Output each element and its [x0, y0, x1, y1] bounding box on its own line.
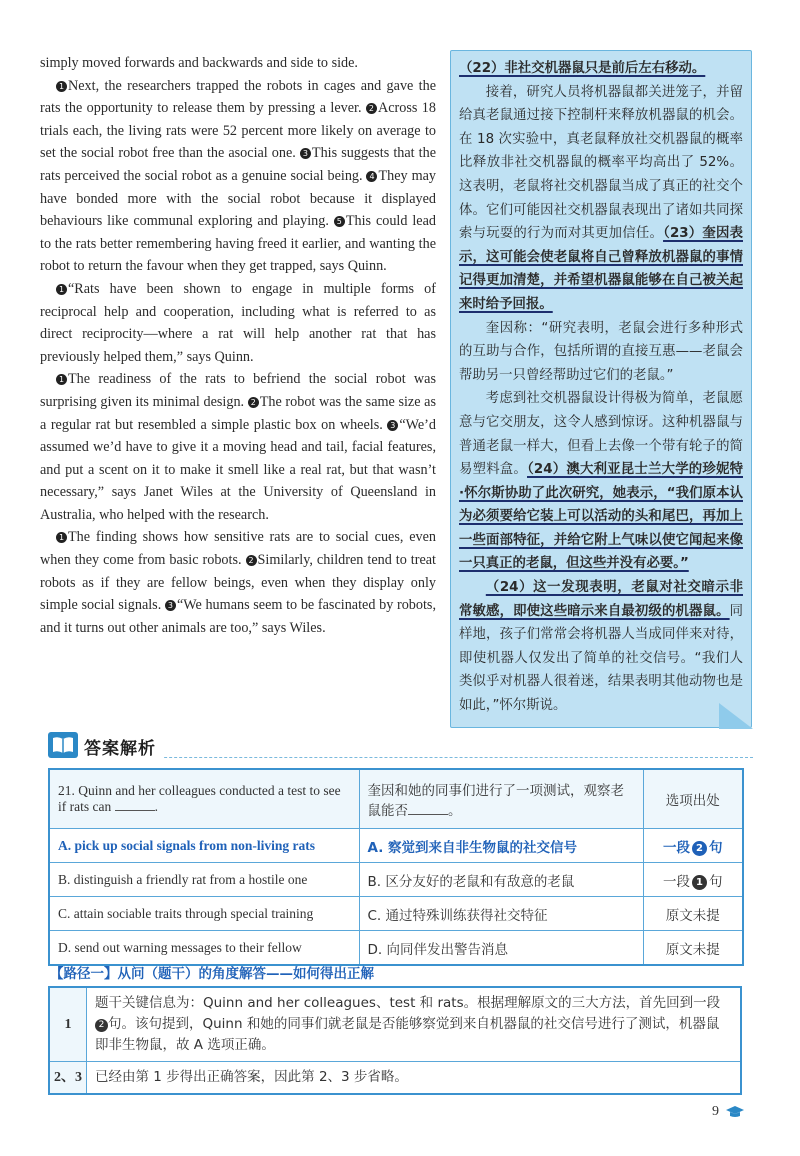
table-header-row	[49, 769, 743, 829]
sentence: This suggests that the rats perceived the social robot as a genuine social being.	[40, 145, 436, 184]
path-heading: 【路径一】从问（题干）的角度解答——如何得出正解	[50, 966, 374, 982]
step-text: 已经由第 1 步得出正确答案，因此第 2、3 步省略。	[87, 1062, 742, 1095]
note-paragraph-3: 考虑到社交机器鼠设计得极为简单，老鼠愿意与它交朋友，这令人感到惊讶。这种机器鼠与普通老鼠一样大，但看上去像一个带有轮子的简易塑料盒。（24）澳大利亚昆士兰大学的珍妮特·怀尔斯协助了此次研究，她表示，“我们原本认为必须要给它装上可以活动的头和尾巴，再加上一些面部特征，并给它附上气味以使它闻起来像一只真正的老鼠，但这些并没有必要。”	[459, 391, 743, 572]
sentence-number: 1	[56, 374, 67, 385]
option-d-en: D. send out warning messages to their fellow	[49, 931, 359, 966]
sentence-number-badge: 2	[692, 841, 707, 856]
sentence-number: 5	[334, 216, 345, 227]
step-label: 1	[49, 987, 87, 1062]
sentence-number-badge: 2	[95, 1019, 108, 1032]
answer-analysis-header	[48, 732, 753, 762]
option-c-source: 原文未提	[643, 897, 743, 931]
translation-note-panel	[450, 50, 752, 728]
sentence: The readiness of the rats to befriend the social robot was surprising given its minimal design.	[40, 371, 436, 410]
sentence: The robot was the same size as a regular rat but resembled a simple plastic box on wheels.	[40, 393, 436, 433]
sentence: Across 18 trials each, the living rats were 52 percent more likely on average to set the social robot free than the asocial one.	[40, 100, 436, 162]
english-passage	[40, 52, 436, 720]
note-paragraph-4: （24）这一发现表明，老鼠对社交暗示非常敏感，即使这些暗示来自最初级的机器鼠。同样地，孩子们常常会将机器人当成同伴来对待，即使机器人仅发出了简单的社交信号。“我们人类似乎对机器人很着迷，结果表明其他动物也是如此，”怀尔斯说。	[459, 580, 743, 714]
step-row	[49, 987, 741, 1062]
option-b-zh: B. 区分友好的老鼠和有敌意的老鼠	[359, 863, 643, 897]
option-b-en: B. distinguish a friendly rat from a hostile one	[49, 863, 359, 897]
sentence: Next, the researchers trapped the robots in cages and gave the rats the opportunity to release them by pressing a lever.	[40, 77, 436, 117]
passage-paragraph-2	[40, 278, 436, 368]
sentence: “Rats have been shown to engage in multiple forms of reciprocal help and cooperation, including what is referred to as direct reciprocity—where a rat will help another rat that has previously helped them,” says Quinn.	[40, 280, 436, 365]
note-22: （22）非社交机器鼠只是前后左右移动。	[459, 61, 706, 76]
passage-paragraph-3	[40, 368, 436, 526]
passage-paragraph-4	[40, 526, 436, 639]
sentence: The finding shows how sensitive rats are to social cues, even when they come from basic robots.	[40, 529, 436, 569]
sentence-number: 1	[56, 284, 67, 295]
option-a-source: 一段 2 句	[643, 829, 743, 863]
chinese-translation	[459, 57, 743, 718]
passage-line-0: simply moved forwards and backwards and side to side.	[40, 55, 358, 71]
sentence-number: 4	[366, 171, 377, 182]
step-text: 题干关键信息为：Quinn and her colleagues、test 和 rats。根据理解原文的三大方法，首先回到一段2 句。该句提到，Quinn 和她的同事们就老鼠是否能够察觉到来自机器鼠的社交信号进行了测试，机器鼠即非生物鼠，故 A 选项正确。	[87, 987, 742, 1062]
option-c-en: C. attain sociable traits through special training	[49, 897, 359, 931]
option-c-zh: C. 通过特殊训练获得社交特征	[359, 897, 643, 931]
option-d-source: 原文未提	[643, 931, 743, 966]
sentence-number-badge: 1	[692, 875, 707, 890]
option-b-source: 一段 1 句	[643, 863, 743, 897]
table-row	[49, 931, 743, 966]
source-header: 选项出处	[643, 769, 743, 829]
sentence: They may have bonded more with the social robot because it displayed behaviours like communal exploring and playing.	[40, 167, 436, 230]
option-d-zh: D. 向同伴发出警告消息	[359, 931, 643, 966]
question-en: 21. Quinn and her colleagues conducted a test to see if rats can .	[49, 769, 359, 829]
note-paragraph-1: 接着，研究人员将机器鼠都关进笼子，并留给真老鼠通过接下控制杆来释放机器鼠的机会。在 18 次实验中，真老鼠释放社交机器鼠的概率比释放非社交机器鼠的概率平均高出了 52%。这表明，老鼠将社交机器鼠当成了真正的社交个体。它们可能因社交机器鼠表现出了诸如共同探索与玩耍的行为而对其更加信任。（23）奎因表示，这可能会使老鼠将自己曾释放机器鼠的事情记得更加清楚，并希望机器鼠能够在自己被关起来时给予回报。	[459, 84, 743, 312]
option-a-en: A. pick up social signals from non-living rats	[49, 829, 359, 863]
page-number: 9	[712, 1104, 719, 1119]
passage-paragraph-1	[40, 75, 436, 278]
sentence-number: 3	[300, 148, 311, 159]
note-24a: （24）澳大利亚昆士兰大学的珍妮特·怀尔斯协助了此次研究，她表示，“我们原本认为必须要给它装上可以活动的头和尾巴，再加上一些面部特征，并给它附上气味以使它闻起来像一只真正的老鼠，但这些并没有必要。”	[459, 462, 743, 572]
table-row	[49, 863, 743, 897]
book-icon	[48, 732, 78, 758]
table-row	[49, 829, 743, 863]
sentence: “We humans seem to be fascinated by robots, and it turns out other animals are too,” says Wiles.	[40, 597, 436, 636]
section-title: 答案解析	[84, 734, 164, 759]
question-zh: 奎因和她的同事们进行了一项测试，观察老鼠能否 。	[359, 769, 643, 829]
answer-options-table	[48, 768, 744, 966]
solution-steps-table	[48, 986, 742, 1095]
page-fold-corner	[719, 703, 753, 729]
answer-blank	[408, 803, 448, 815]
sentence-number: 3	[165, 600, 176, 611]
step-label: 2、3	[49, 1062, 87, 1095]
graduation-cap-icon	[726, 1106, 744, 1118]
sentence-number: 2	[246, 555, 257, 566]
sentence-number: 2	[366, 103, 377, 114]
sentence-number: 1	[56, 81, 67, 92]
sentence: Similarly, children tend to treat robots as if they are fellow beings, even when they display only simple social signals.	[40, 552, 436, 614]
note-paragraph-2: 奎因称：“研究表明，老鼠会进行多种形式的互助与合作，包括所谓的直接互惠——老鼠会帮助另一只曾经帮助过它们的老鼠。”	[459, 320, 743, 383]
sentence-number: 3	[387, 420, 398, 431]
header-dashed-rule	[84, 757, 753, 758]
sentence: “We’d assumed we’d have to give it a moving head and tail, facial features, and put a scent on it to make it smell like a real rat, but that wasn’t necessary,” says Janet Wiles at the University of Queensland in Australia, who helped with the research.	[40, 416, 436, 523]
option-a-zh: A. 察觉到来自非生物鼠的社交信号	[359, 829, 643, 863]
sentence: This could lead to the rats better remembering having freed it earlier, and wanting the robot to return the favour when they get trapped, says Quinn.	[40, 213, 436, 275]
note-23: （23）奎因表示，这可能会使老鼠将自己曾释放机器鼠的事情记得更加清楚，并希望机器鼠能够在自己被关起来时给予回报。	[459, 226, 743, 312]
step-row	[49, 1062, 741, 1095]
sentence-number: 1	[56, 532, 67, 543]
table-row	[49, 897, 743, 931]
note-24b: （24）这一发现表明，老鼠对社交暗示非常敏感，即使这些暗示来自最初级的机器鼠。	[459, 580, 743, 619]
sentence-number: 2	[248, 397, 259, 408]
answer-blank	[115, 799, 155, 811]
